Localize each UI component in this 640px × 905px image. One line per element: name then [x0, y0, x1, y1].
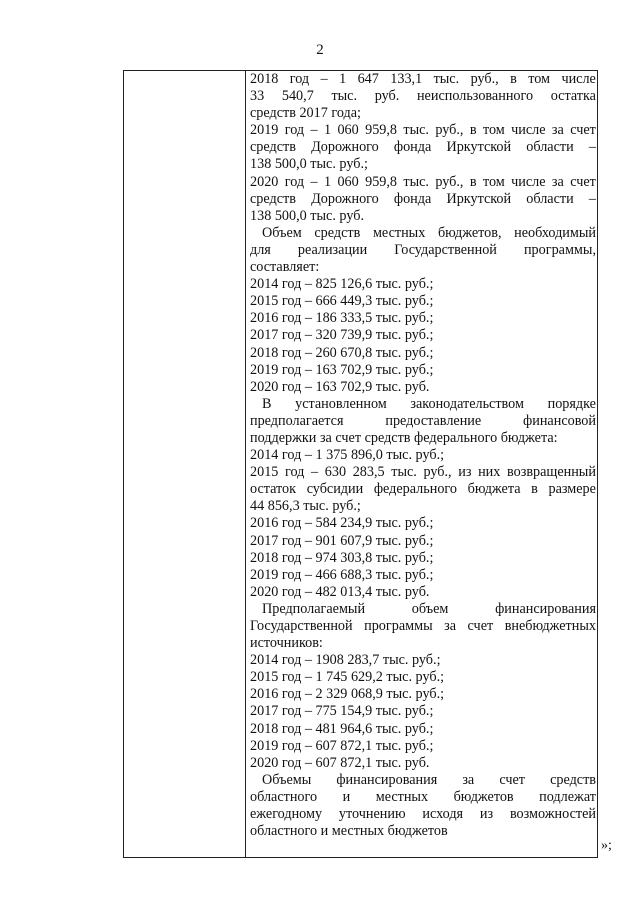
text-line: 2019 год – 607 872,1 тыс. руб.; [250, 737, 434, 754]
word: для [250, 241, 271, 258]
word: в [469, 122, 477, 139]
word: том [482, 122, 505, 139]
word: руб., [470, 71, 499, 87]
page-number: 2 [316, 42, 324, 58]
word: области [526, 139, 574, 156]
text-line: 2016 год – 186 333,5 тыс. руб.; [250, 310, 434, 327]
word: 33 [250, 88, 265, 105]
word: числе [561, 71, 596, 87]
word: год [284, 173, 305, 190]
word: финансовой [523, 412, 596, 429]
word: предоставление [385, 412, 482, 429]
word: за [551, 173, 564, 190]
word: 1 [339, 71, 347, 87]
text-line [250, 464, 596, 481]
word: федерального [373, 481, 457, 498]
document-table [123, 70, 598, 858]
word: 133,1 [390, 71, 423, 87]
word: субсидии [306, 481, 364, 498]
text-line: 2017 год – 320 739,9 тыс. руб.; [250, 327, 434, 344]
word: Иркутской [446, 190, 512, 207]
word: 540,7 [281, 88, 314, 105]
word: фонда [393, 139, 432, 156]
text-line: 2015 год – 1 745 629,2 тыс. руб.; [250, 669, 445, 686]
word: руб., [435, 173, 464, 190]
text-line [250, 396, 596, 413]
word: за [551, 122, 564, 139]
word: уточнению [338, 806, 406, 823]
word: ежегодному [250, 806, 323, 823]
word: – [310, 173, 318, 190]
text-line: 2020 год – 607 872,1 тыс. руб. [250, 754, 430, 771]
text-line: поддержки за счет средств федерального бюджета: [250, 429, 558, 446]
word: 2015 [250, 464, 279, 481]
word: возможностей [509, 806, 596, 823]
word: областного [250, 788, 318, 805]
paragraph-annual-clarification [250, 772, 596, 840]
word: том [528, 71, 551, 87]
word: внебюджетных [504, 618, 596, 634]
word: бюджетов [453, 788, 514, 805]
closing-quote-mark: »; [601, 838, 612, 853]
word: средств [250, 139, 296, 156]
word: них [478, 464, 501, 481]
word: Государственной [250, 618, 353, 634]
word: 2018 [250, 71, 279, 87]
text-line [250, 601, 596, 618]
word: 2020 [250, 173, 279, 190]
text-line: 138 500,0 тыс. руб.; [250, 156, 368, 173]
word: и [342, 788, 351, 805]
word: предполагается [250, 412, 344, 429]
word: Дорожного [311, 190, 379, 207]
word: год [289, 71, 310, 87]
word: тыс. [391, 464, 417, 481]
word: – [310, 122, 318, 139]
word: Дорожного [311, 139, 379, 156]
word: бюджета [467, 481, 521, 498]
word: руб. [374, 88, 400, 105]
word: средств [314, 224, 361, 241]
text-line: 2018 год – 481 964,6 тыс. руб.; [250, 720, 434, 737]
word: программы, [523, 241, 596, 258]
text-line [250, 225, 596, 242]
text-line: 2018 год – 260 670,8 тыс. руб.; [250, 344, 434, 361]
word: 1 [323, 173, 332, 190]
word: 060 [337, 173, 359, 190]
word: Объемы [262, 771, 312, 788]
word: 060 [337, 122, 359, 139]
word: местных [375, 788, 429, 805]
word: финансирования [495, 600, 596, 617]
word: фонда [393, 190, 432, 207]
word: местных [372, 224, 426, 241]
word: 630 [324, 464, 347, 481]
word: исходя [422, 806, 464, 823]
word: счет [467, 618, 494, 634]
word: финансирования [336, 771, 438, 788]
word: остатка [550, 88, 596, 105]
word: – [311, 464, 319, 481]
word: тыс. [403, 173, 429, 190]
word: необходимый [514, 224, 596, 241]
word: размере [548, 481, 596, 498]
word: возвращенный [507, 464, 596, 481]
word: неиспользованного [416, 88, 534, 105]
word: Предполагаемый [262, 600, 366, 617]
word: – [588, 139, 596, 156]
word: за [462, 771, 475, 788]
word: Иркутской [446, 139, 512, 156]
word: 283,5 [352, 464, 385, 481]
table-right-column [250, 71, 596, 840]
word: программы [364, 618, 433, 634]
text-line: 2014 год – 1 375 896,0 тыс. руб.; [250, 447, 445, 464]
word: тыс. [433, 71, 460, 87]
text-line [250, 789, 596, 806]
text-line [250, 618, 596, 635]
text-line: 44 856,3 тыс. руб.; [250, 498, 361, 515]
word: 647 [357, 71, 379, 87]
word: объем [411, 600, 449, 617]
word: средств [250, 190, 296, 207]
paragraph-extra-budgetary [250, 601, 596, 772]
word: средств [550, 771, 596, 788]
paragraph-regional-budget [250, 71, 596, 225]
text-line: 2020 год – 163 702,9 тыс. руб. [250, 378, 430, 395]
text-line [250, 191, 596, 208]
text-line [250, 139, 596, 156]
paragraph-local-budgets [250, 225, 596, 396]
word: том [482, 173, 505, 190]
word: в [531, 481, 538, 498]
table-left-column [124, 71, 246, 857]
text-line: 2019 год – 163 702,9 тыс. руб.; [250, 361, 434, 378]
text-line: 2019 год – 466 688,3 тыс. руб.; [250, 566, 434, 583]
text-line [250, 242, 596, 259]
word: руб., [435, 122, 464, 139]
word: тыс. [403, 122, 429, 139]
word: порядке [547, 395, 596, 412]
text-line: составляет: [250, 259, 320, 276]
text-line: 138 500,0 тыс. руб. [250, 207, 364, 224]
paragraph-federal-budget [250, 396, 596, 601]
word: год [284, 122, 305, 139]
text-line: 2017 год – 775 154,9 тыс. руб.; [250, 703, 434, 720]
word: руб., [423, 464, 452, 481]
word: – [320, 71, 328, 87]
word: числе [511, 122, 546, 139]
text-line: 2017 год – 901 607,9 тыс. руб.; [250, 532, 434, 549]
word: за [444, 618, 457, 634]
text-line [250, 122, 596, 139]
word: из [479, 806, 494, 823]
text-line [250, 174, 596, 191]
text-line [250, 481, 596, 498]
text-line: 2015 год – 666 449,3 тыс. руб.; [250, 293, 434, 310]
word: законодательством [410, 395, 524, 412]
word: подлежат [539, 788, 596, 805]
text-line [250, 71, 596, 88]
word: из [458, 464, 472, 481]
word: Объем [262, 224, 302, 241]
text-line: 2020 год – 482 013,4 тыс. руб. [250, 583, 430, 600]
word: установленном [295, 395, 387, 412]
text-line [250, 413, 596, 430]
text-line: 2014 год – 1908 283,7 тыс. руб.; [250, 652, 441, 669]
word: области [526, 190, 574, 207]
word: бюджетов, [437, 224, 502, 241]
text-line [250, 88, 596, 105]
word: 959,8 [365, 173, 398, 190]
word: 1 [323, 122, 332, 139]
word: тыс. [331, 88, 358, 105]
word: год [285, 464, 305, 481]
word: счет [570, 173, 596, 190]
text-line: средств 2017 года; [250, 105, 361, 122]
text-line: 2016 год – 2 329 068,9 тыс. руб.; [250, 686, 445, 703]
word: числе [511, 173, 546, 190]
word: 959,8 [365, 122, 398, 139]
word: – [588, 190, 596, 207]
word: в [510, 71, 517, 87]
text-line: источников: [250, 635, 323, 652]
text-line [250, 772, 596, 789]
word: Государственной [394, 241, 497, 258]
text-line [250, 806, 596, 823]
text-line: 2016 год – 584 234,9 тыс. руб.; [250, 515, 434, 532]
text-line: 2014 год – 825 126,6 тыс. руб.; [250, 276, 434, 293]
word: в [469, 173, 477, 190]
word: В [262, 395, 272, 412]
word: остаток [250, 481, 297, 498]
word: реализации [297, 241, 368, 258]
word: счет [570, 122, 596, 139]
word: счет [499, 771, 525, 788]
text-line: областного и местных бюджетов [250, 823, 448, 840]
word: 2019 [250, 122, 279, 139]
text-line: 2018 год – 974 303,8 тыс. руб.; [250, 549, 434, 566]
